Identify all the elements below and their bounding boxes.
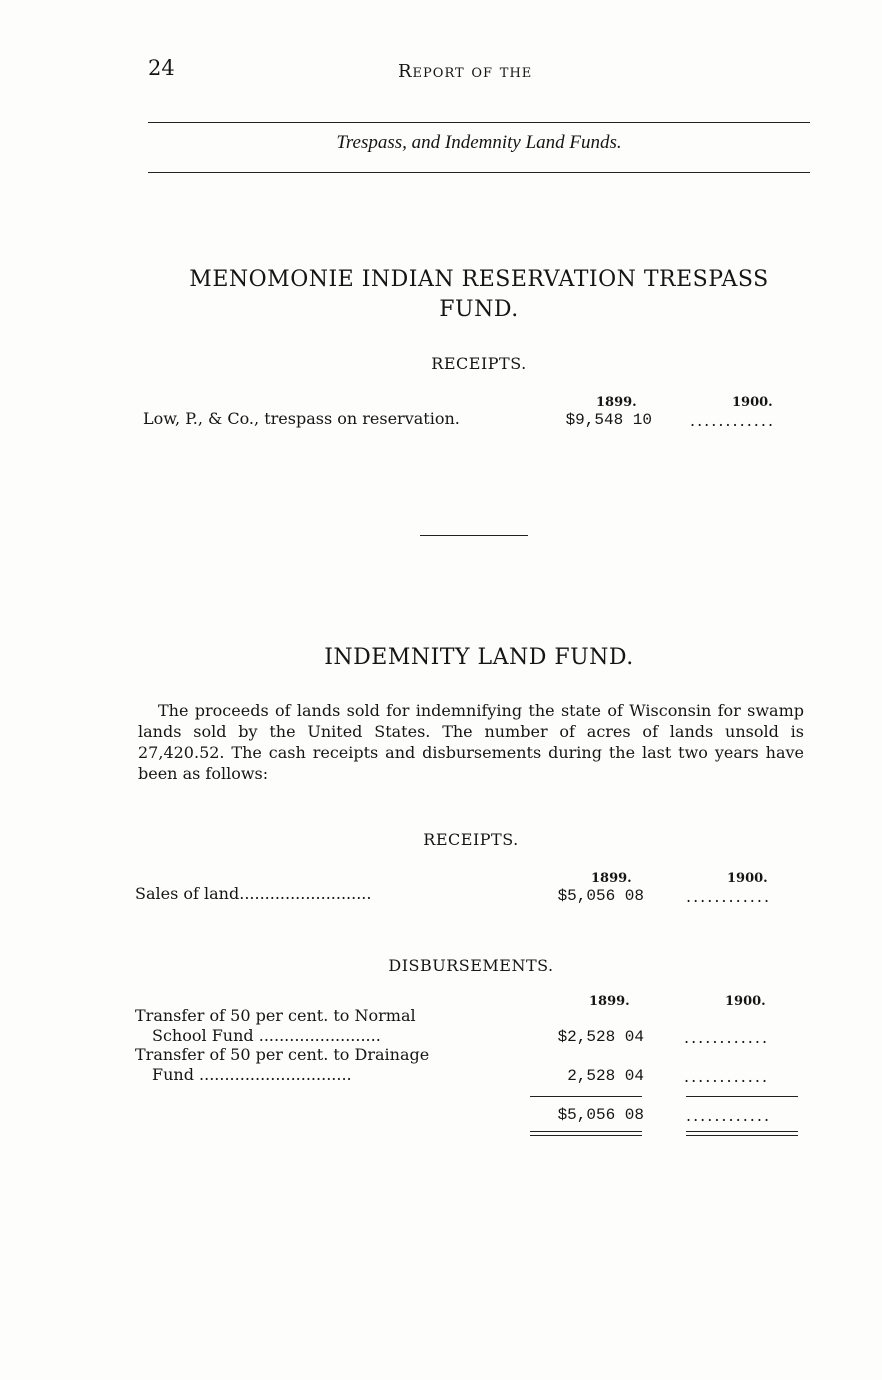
disb-total-1899: $5,056 08 <box>557 1106 644 1124</box>
disb-row-1-line1: Transfer of 50 per cent. to Normal <box>135 1006 416 1025</box>
indemnity-paragraph: The proceeds of lands sold for indemnifying the state of Wisconsin for swamp lands sold by the United States. The number of acres of lands unsold is 27,420.52. The cash receipts and disbursements during the last two years have been as follows: <box>138 701 804 783</box>
disb-row-1-line2: School Fund ........................ <box>152 1026 381 1045</box>
disb-row-2-1899: 2,528 04 <box>567 1067 644 1085</box>
section-subheading: Trespass, and Indemnity Land Funds. <box>336 132 622 153</box>
menomonie-row-1900: ............ <box>690 411 776 430</box>
disb-row-2-line1: Transfer of 50 per cent. to Drainage <box>135 1045 430 1064</box>
sum-rule-1899 <box>530 1096 642 1097</box>
total-double-rule-1900 <box>686 1131 798 1136</box>
disb-row-2-1900: ............ <box>684 1067 770 1086</box>
menomonie-year-1899: 1899. <box>596 395 637 410</box>
indemnity-title: INDEMNITY LAND FUND. <box>324 645 634 670</box>
disb-row-1-1900: ............ <box>684 1028 770 1047</box>
disbursements-label: DISBURSEMENTS. <box>388 956 554 975</box>
disb-row-2-line2: Fund .............................. <box>152 1065 352 1084</box>
running-head: Report of the <box>398 61 533 82</box>
disb-year-1900: 1900. <box>725 994 766 1009</box>
total-double-rule-1899 <box>530 1131 642 1136</box>
receipts-row-1900: ............ <box>686 887 772 906</box>
header-rule-top <box>148 122 810 123</box>
section-divider <box>420 535 528 536</box>
menomonie-title-line1: MENOMONIE INDIAN RESERVATION TRESPASS <box>189 267 769 292</box>
menomonie-title-line2: FUND. <box>439 297 519 322</box>
receipts-year-1900: 1900. <box>727 871 768 886</box>
menomonie-year-1900: 1900. <box>732 395 773 410</box>
menomonie-row-label: Low, P., & Co., trespass on reservation. <box>143 409 460 428</box>
page-number: 24 <box>148 56 175 80</box>
sum-rule-1900 <box>686 1096 798 1097</box>
disb-row-1-1899: $2,528 04 <box>557 1028 644 1046</box>
receipts-year-1899: 1899. <box>591 871 632 886</box>
receipts-row-1899: $5,056 08 <box>557 887 644 905</box>
disb-total-1900: ............ <box>686 1106 772 1125</box>
header-rule-bottom <box>148 172 810 173</box>
menomonie-row-1899: $9,548 10 <box>565 411 652 429</box>
disb-year-1899: 1899. <box>589 994 630 1009</box>
menomonie-receipts-label: RECEIPTS. <box>431 354 527 373</box>
receipts-row-label: Sales of land.......................... <box>135 884 372 903</box>
receipts-label: RECEIPTS. <box>423 830 519 849</box>
